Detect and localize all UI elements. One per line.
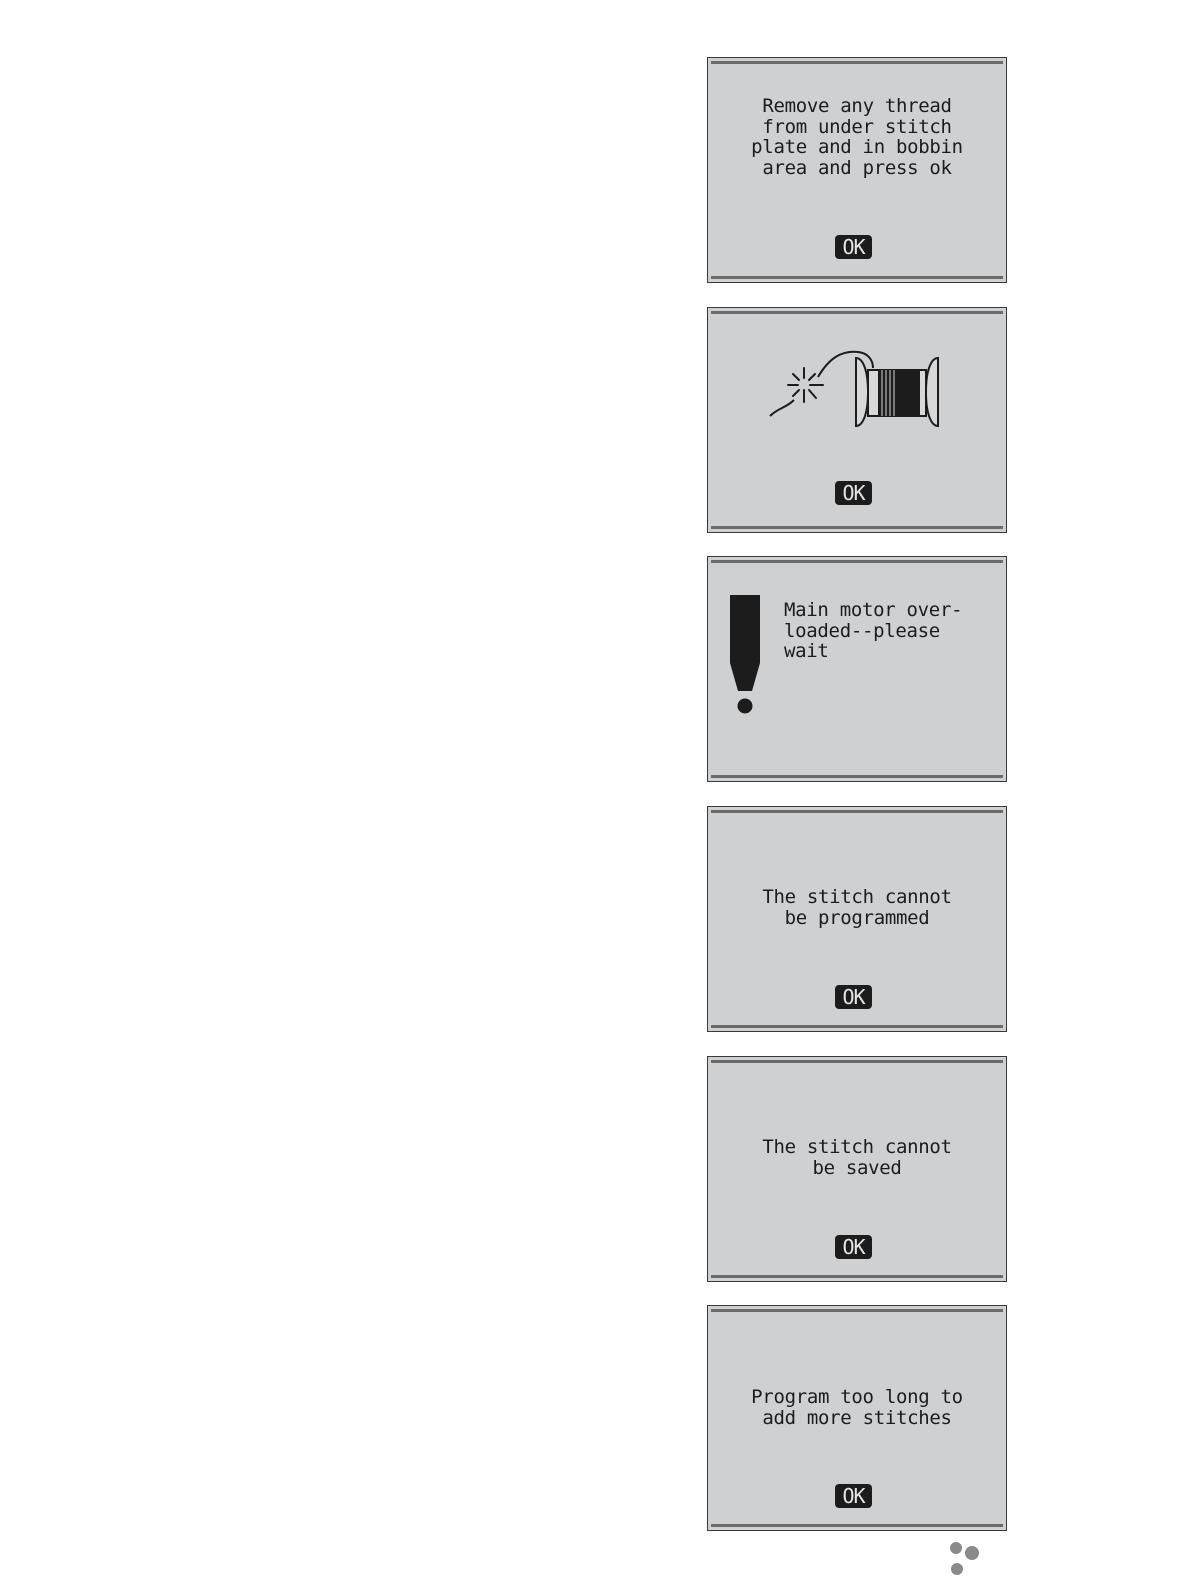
ok-button[interactable]: OK	[835, 985, 872, 1009]
popup-message: The stitch cannot be saved	[762, 1136, 952, 1179]
panel-bottom-border	[711, 1524, 1003, 1527]
popup-thread-break	[707, 307, 1007, 533]
ok-button[interactable]: OK	[835, 481, 872, 505]
panel-bottom-border	[711, 276, 1003, 279]
panel-top-border	[711, 61, 1003, 64]
panel-bottom-border	[711, 526, 1003, 529]
panel-top-border	[711, 560, 1003, 563]
panel-bottom-border	[711, 775, 1003, 778]
exclamation-icon	[728, 593, 768, 723]
ok-button[interactable]: OK	[835, 1235, 872, 1259]
thread-break-spool-icon	[708, 308, 1008, 448]
brand-dots-logo-icon	[948, 1541, 982, 1577]
panel-bottom-border	[711, 1025, 1003, 1028]
popup-message: Program too long to add more stitches	[751, 1386, 963, 1429]
popup-program-too-long	[707, 1305, 1007, 1531]
popup-message: Remove any thread from under stitch plate and in bobbin area and press ok	[751, 95, 963, 179]
panel-top-border	[711, 1309, 1003, 1312]
popup-remove-thread	[707, 57, 1007, 283]
panel-top-border	[711, 810, 1003, 813]
panel-top-border	[711, 1060, 1003, 1063]
popup-cannot-program	[707, 806, 1007, 1032]
ok-button[interactable]: OK	[835, 235, 872, 259]
popup-message: Main motor over- loaded--please wait	[784, 599, 963, 662]
ok-button[interactable]: OK	[835, 1484, 872, 1508]
popup-motor-overload	[707, 556, 1007, 782]
panel-bottom-border	[711, 1275, 1003, 1278]
popup-cannot-save	[707, 1056, 1007, 1282]
popup-message: The stitch cannot be programmed	[762, 886, 952, 929]
